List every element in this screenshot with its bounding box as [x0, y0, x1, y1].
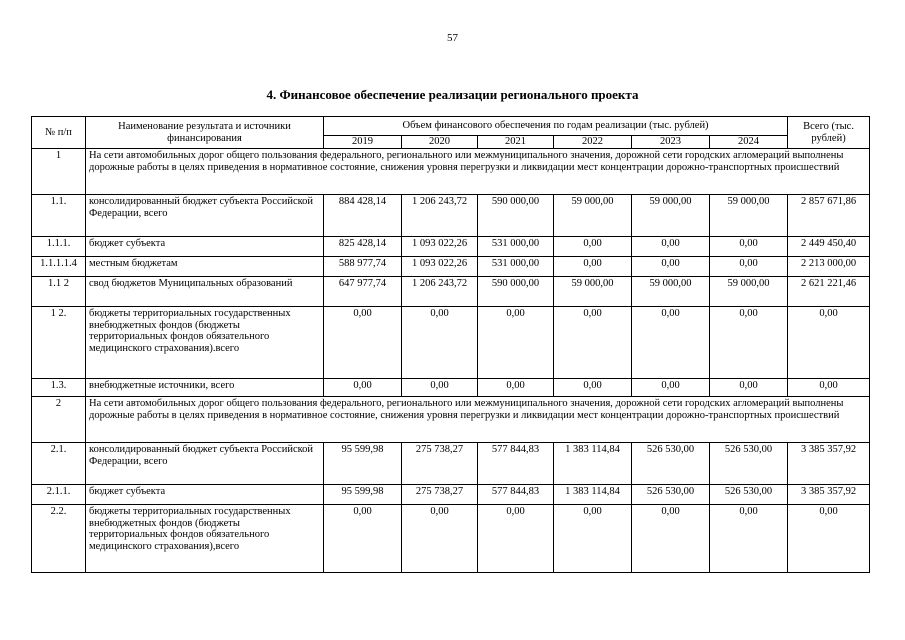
- table-row: [32, 307, 870, 379]
- row-name: свод бюджетов Муниципальных образований: [86, 277, 324, 307]
- total-value-cell: 2 857 671,86: [788, 195, 870, 237]
- total-value-cell: 3 385 357,92: [788, 443, 870, 485]
- row-number: 2: [32, 397, 86, 443]
- total-value-cell: 0,00: [788, 307, 870, 379]
- year-value-cell: 577 844,83: [478, 485, 554, 505]
- year-value-cell: 0,00: [632, 505, 710, 573]
- row-name: бюджет субъекта: [86, 237, 324, 257]
- year-value-cell: 647 977,74: [324, 277, 402, 307]
- row-number: 2.2.: [32, 505, 86, 573]
- total-value-cell: 2 621 221,46: [788, 277, 870, 307]
- total-value-cell: 2 449 450,40: [788, 237, 870, 257]
- year-value-cell: 95 599,98: [324, 443, 402, 485]
- year-value-cell: 577 844,83: [478, 443, 554, 485]
- row-name: консолидированный бюджет субъекта Российской Федерации, всего: [86, 195, 324, 237]
- year-value-cell: 590 000,00: [478, 277, 554, 307]
- year-value-cell: 275 738,27: [402, 443, 478, 485]
- row-name: консолидированный бюджет субъекта Российской Федерации, всего: [86, 443, 324, 485]
- year-value-cell: 59 000,00: [710, 277, 788, 307]
- row-number: 1.1.: [32, 195, 86, 237]
- year-value-cell: 526 530,00: [710, 485, 788, 505]
- header-volume: Объем финансового обеспечения по годам реализации (тыс. рублей): [324, 117, 788, 136]
- table-row: [32, 237, 870, 257]
- table-row: [32, 505, 870, 573]
- year-value-cell: 588 977,74: [324, 257, 402, 277]
- year-value-cell: 275 738,27: [402, 485, 478, 505]
- section-row: [32, 397, 870, 443]
- year-value-cell: 0,00: [554, 237, 632, 257]
- header-year: 2023: [632, 136, 710, 149]
- section-title: 4. Финансовое обеспечение реализации регионального проекта: [266, 87, 639, 102]
- year-value-cell: 1 093 022,26: [402, 237, 478, 257]
- table-row: [32, 257, 870, 277]
- year-value-cell: 59 000,00: [554, 195, 632, 237]
- header-year: 2024: [710, 136, 788, 149]
- year-value-cell: 1 093 022,26: [402, 257, 478, 277]
- table-header: [32, 117, 870, 149]
- table-body: [32, 149, 870, 573]
- header-total: Всего (тыс. рублей): [788, 117, 870, 149]
- row-name: бюджеты территориальных государственных внебюджетных фондов (бюджеты территориальных фондов обязательного медицинского страхования).всего: [86, 307, 324, 379]
- header-num: № п/п: [32, 117, 86, 149]
- page-number: 57: [447, 32, 458, 44]
- year-value-cell: 526 530,00: [632, 485, 710, 505]
- row-number: 1 2.: [32, 307, 86, 379]
- year-value-cell: 884 428,14: [324, 195, 402, 237]
- table-row: [32, 277, 870, 307]
- row-number: 1.3.: [32, 379, 86, 397]
- year-value-cell: 0,00: [478, 379, 554, 397]
- row-number: 2.1.: [32, 443, 86, 485]
- year-value-cell: 0,00: [554, 379, 632, 397]
- table-row: [32, 195, 870, 237]
- year-value-cell: 0,00: [632, 237, 710, 257]
- year-value-cell: 0,00: [324, 307, 402, 379]
- year-value-cell: 0,00: [478, 307, 554, 379]
- year-value-cell: 0,00: [402, 379, 478, 397]
- table-row: [32, 379, 870, 397]
- year-value-cell: 59 000,00: [554, 277, 632, 307]
- year-value-cell: 0,00: [632, 307, 710, 379]
- year-value-cell: 0,00: [478, 505, 554, 573]
- row-number: 1: [32, 149, 86, 195]
- year-value-cell: 526 530,00: [710, 443, 788, 485]
- year-value-cell: 95 599,98: [324, 485, 402, 505]
- year-value-cell: 531 000,00: [478, 237, 554, 257]
- year-value-cell: 0,00: [554, 505, 632, 573]
- financing-table: [31, 116, 870, 573]
- row-number: 1.1 2: [32, 277, 86, 307]
- row-number: 2.1.1.: [32, 485, 86, 505]
- year-value-cell: 0,00: [632, 379, 710, 397]
- year-value-cell: 0,00: [554, 307, 632, 379]
- row-name: местным бюджетам: [86, 257, 324, 277]
- year-value-cell: 1 383 114,84: [554, 485, 632, 505]
- row-name: бюджет субъекта: [86, 485, 324, 505]
- total-value-cell: 0,00: [788, 379, 870, 397]
- year-value-cell: 526 530,00: [632, 443, 710, 485]
- header-name: Наименование результата и источники финансирования: [86, 117, 324, 149]
- year-value-cell: 0,00: [324, 379, 402, 397]
- year-value-cell: 590 000,00: [478, 195, 554, 237]
- total-value-cell: 2 213 000,00: [788, 257, 870, 277]
- table-row: [32, 443, 870, 485]
- section-row: [32, 149, 870, 195]
- year-value-cell: 0,00: [402, 307, 478, 379]
- year-value-cell: 1 206 243,72: [402, 277, 478, 307]
- row-number: 1.1.1.1.4: [32, 257, 86, 277]
- year-value-cell: 1 206 243,72: [402, 195, 478, 237]
- year-value-cell: 0,00: [710, 505, 788, 573]
- year-value-cell: 0,00: [632, 257, 710, 277]
- year-value-cell: 0,00: [554, 257, 632, 277]
- header-year: 2019: [324, 136, 402, 149]
- row-name: внебюджетные источники, всего: [86, 379, 324, 397]
- row-name: бюджеты территориальных государственных внебюджетных фондов (бюджеты территориальных фондов обязательного медицинского страхования),всего: [86, 505, 324, 573]
- year-value-cell: 59 000,00: [632, 195, 710, 237]
- year-value-cell: 0,00: [710, 257, 788, 277]
- year-value-cell: 1 383 114,84: [554, 443, 632, 485]
- year-value-cell: 825 428,14: [324, 237, 402, 257]
- year-value-cell: 0,00: [402, 505, 478, 573]
- total-value-cell: 3 385 357,92: [788, 485, 870, 505]
- year-value-cell: 59 000,00: [632, 277, 710, 307]
- section-description: На сети автомобильных дорог общего пользования федерального, регионального или межмуниципального значения, дорожной сети городских агломераций выполнены дорожные работы в целях приведения в нормативное состояние, снижения уровня перегрузки и ликвидации мест концентрации дорожно-транспортных происшествий: [86, 397, 870, 443]
- header-year: 2020: [402, 136, 478, 149]
- table-row: [32, 485, 870, 505]
- year-value-cell: 0,00: [710, 379, 788, 397]
- row-number: 1.1.1.: [32, 237, 86, 257]
- header-year: 2021: [478, 136, 554, 149]
- section-description: На сети автомобильных дорог общего пользования федерального, регионального или межмуниципального значения, дорожной сети городских агломераций выполнены дорожные работы в целях приведения в нормативное состояние, снижения уровня перегрузки и ликвидации мест концентрации дорожно-транспортных происшествий: [86, 149, 870, 195]
- total-value-cell: 0,00: [788, 505, 870, 573]
- year-value-cell: 0,00: [710, 307, 788, 379]
- year-value-cell: 531 000,00: [478, 257, 554, 277]
- year-value-cell: 0,00: [324, 505, 402, 573]
- header-year: 2022: [554, 136, 632, 149]
- year-value-cell: 0,00: [710, 237, 788, 257]
- year-value-cell: 59 000,00: [710, 195, 788, 237]
